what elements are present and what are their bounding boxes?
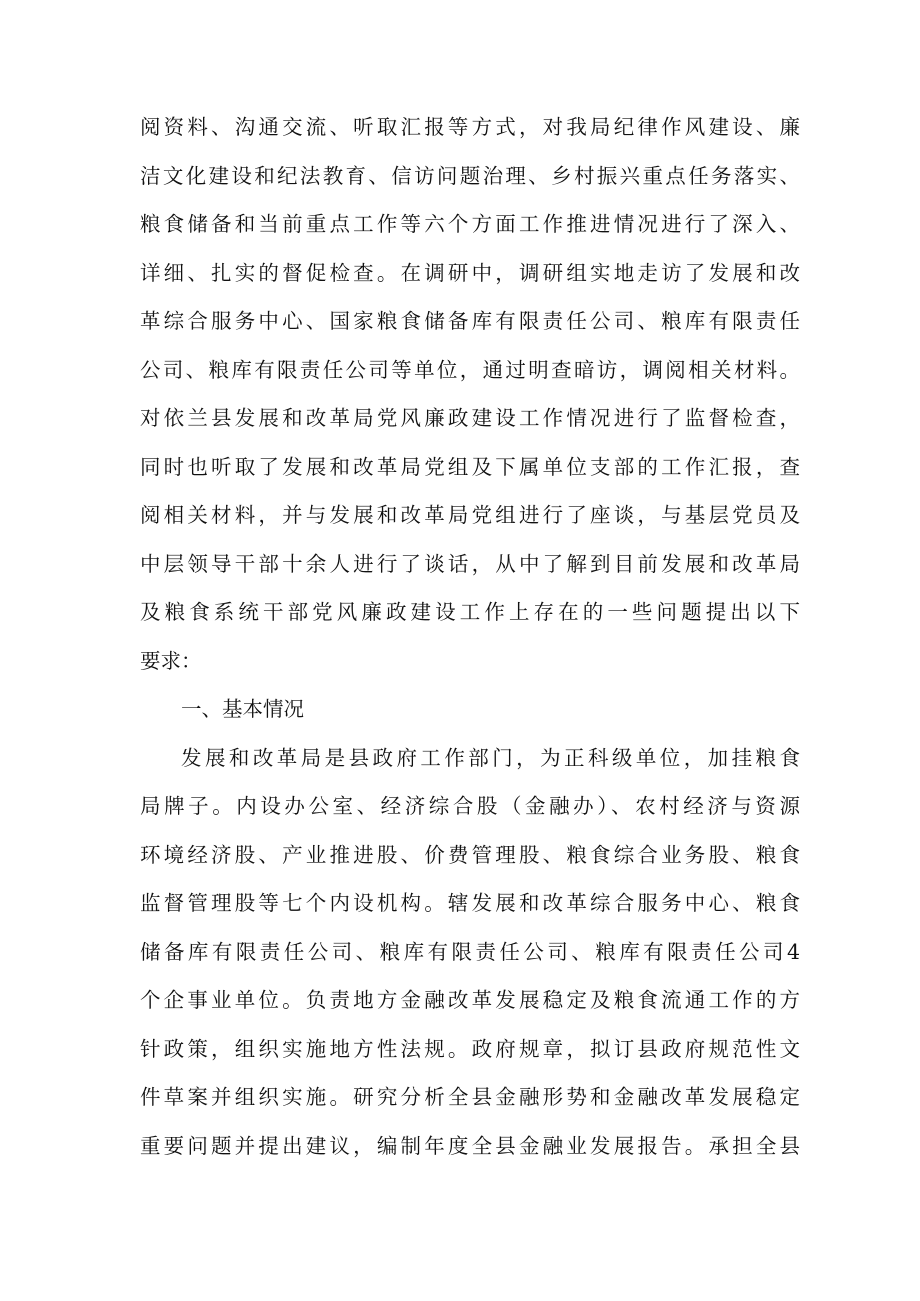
section-heading: 一、基本情况 [181,697,304,721]
text-line: 及粮食系统干部党风廉政建设工作上存在的一些问题提出以下 [140,600,800,624]
document-body [140,103,800,1170]
text-line: 中层领导干部十余人进行了谈话，从中了解到目前发展和改革局 [140,551,800,576]
text-line: 公司、粮库有限责任公司等单位，通过明查暗访，调阅相关材料。 [140,357,800,382]
text-line: 环境经济股、产业推进股、价费管理股、粮食综合业务股、粮食 [140,842,800,867]
text-line: 同时也听取了发展和改革局党组及下属单位支部的工作汇报，查 [140,454,800,479]
text-line: 洁文化建设和纪法教育、信访问题治理、乡村振兴重点任务落实、 [140,163,800,188]
text-line: 阅相关材料，并与发展和改革局党组进行了座谈，与基层党员及 [140,503,800,527]
text-line: 件草案并组织实施。研究分析全县金融形势和金融改革发展稳定 [140,1085,800,1109]
text-line: 粮食储备和当前重点工作等六个方面工作推进情况进行了深入、 [140,212,800,236]
paragraph-basic-info [140,734,800,1171]
text-line: 对依兰县发展和改革局党风廉政建设工作情况进行了监督检查， [140,406,800,430]
paragraph-intro [140,103,800,685]
text-line: 局牌子。内设办公室、经济综合股（金融办）、农村经济与资源 [140,794,800,818]
text-line: 储备库有限责任公司、粮库有限责任公司、粮库有限责任公司4 [140,939,800,964]
text-line: 针政策，组织实施地方性法规。政府规章，拟订县政府规范性文 [140,1036,800,1061]
text-line: 重要问题并提出建议，编制年度全县金融业发展报告。承担全县 [140,1133,800,1158]
text-line: 阅资料、沟通交流、听取汇报等方式，对我局纪律作风建设、廉 [140,115,800,139]
text-line: 革综合服务中心、国家粮食储备库有限责任公司、粮库有限责任 [140,309,800,333]
text-line: 要求： [140,648,202,673]
text-line: 个企事业单位。负责地方金融改革发展稳定及粮食流通工作的方 [140,988,800,1012]
text-line: 发展和改革局是县政府工作部门，为正科级单位，加挂粮食 [181,745,800,770]
text-line: 监督管理股等七个内设机构。辖发展和改革综合服务中心、粮食 [140,891,800,915]
text-line: 详细、扎实的督促检查。在调研中，调研组实地走访了发展和改 [140,260,800,285]
